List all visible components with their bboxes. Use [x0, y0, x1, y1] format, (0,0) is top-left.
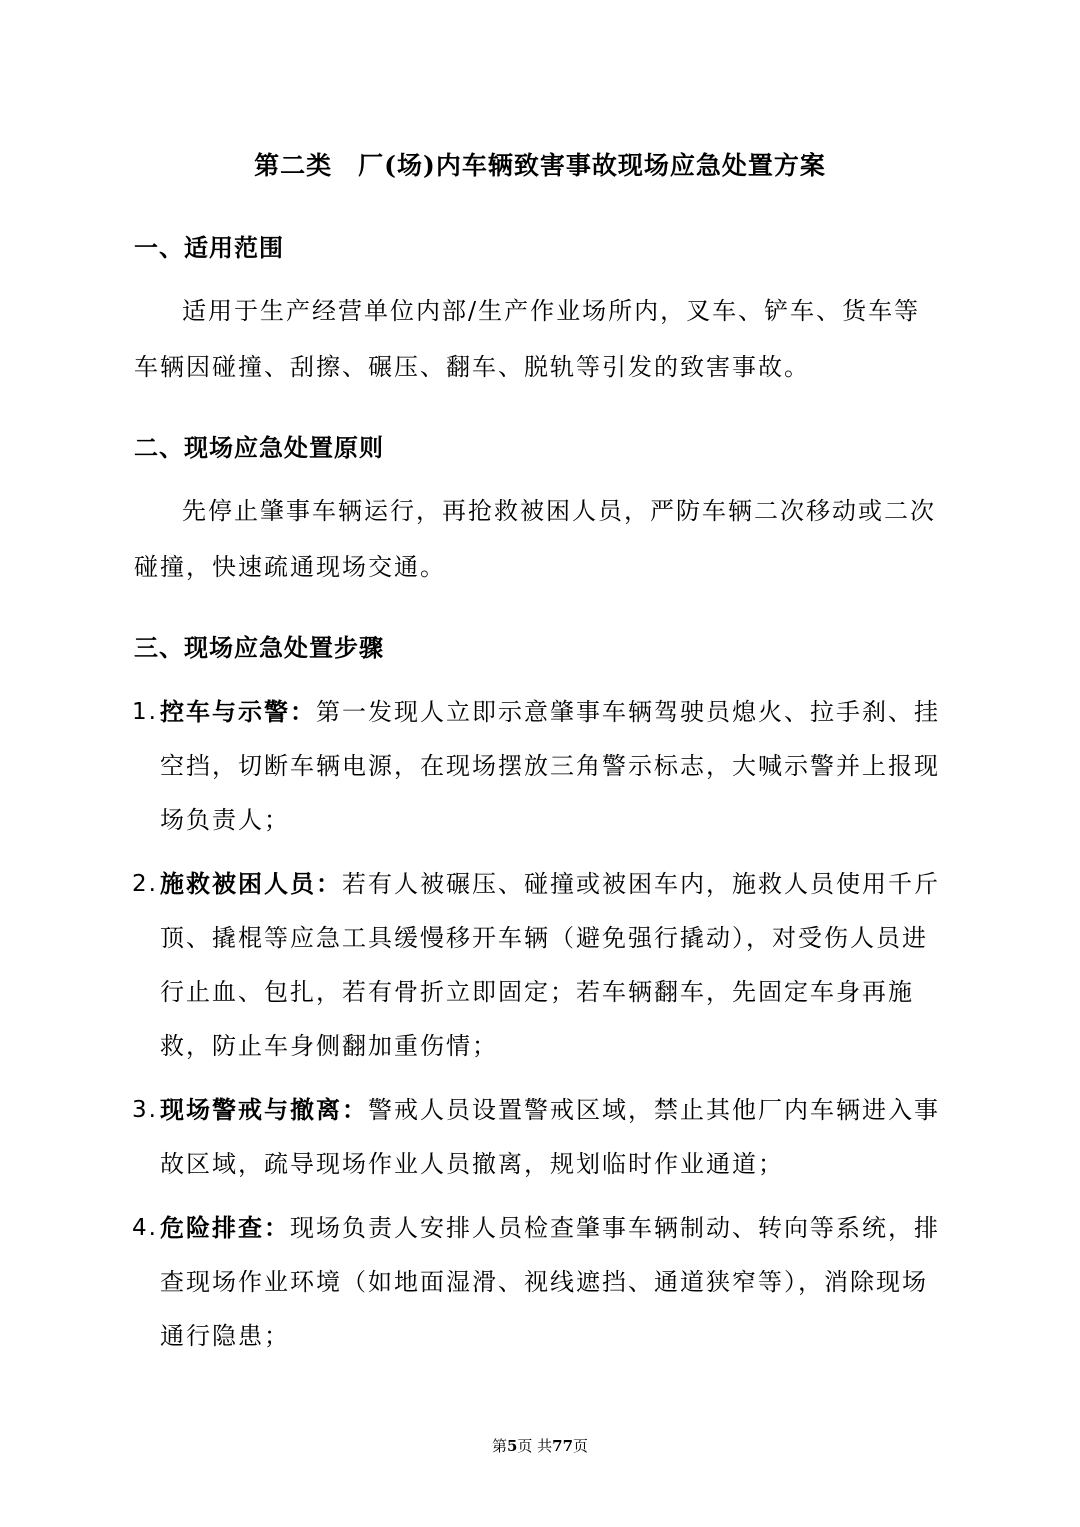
step-content: [160, 1201, 946, 1363]
step-term: 危险排查: [160, 1213, 264, 1242]
step-item: [132, 1201, 946, 1363]
step-text: 现场负责人安排人员检查肇事车辆制动、转向等系统，排查现场作业环境（如地面湿滑、视线遮挡、通道狭窄等），消除现场通行隐患；: [160, 1214, 940, 1350]
total-page-count: 77: [552, 1437, 574, 1455]
step-colon: ：: [264, 1213, 290, 1242]
step-item: [132, 857, 946, 1073]
step-item: [132, 685, 946, 847]
page-footer: [0, 1436, 1080, 1456]
section-heading-principles: 二、现场应急处置原则: [134, 433, 384, 462]
step-term: 施救被困人员: [160, 869, 316, 898]
step-content: [160, 1083, 946, 1191]
step-text: 第一发现人立即示意肇事车辆驾驶员熄火、拉手刹、挂空挡，切断车辆电源，在现场摆放三角警示标志，大喊示警并上报现场负责人；: [160, 698, 940, 834]
section-body-scope: 适用于生产经营单位内部/生产作业场所内，叉车、铲车、货车等车辆因碰撞、刮擦、碾压、翻车、脱轨等引发的致害事故。: [134, 297, 921, 381]
section-body-principles: 先停止肇事车辆运行，再抢救被困人员，严防车辆二次移动或二次碰撞，快速疏通现场交通。: [134, 497, 936, 581]
step-number: 2.: [132, 871, 158, 897]
current-page-number: 5: [506, 1437, 518, 1455]
step-item: [132, 1083, 946, 1191]
step-colon: ：: [342, 1095, 368, 1124]
section-heading-steps: 三、现场应急处置步骤: [134, 633, 384, 662]
step-term: 现场警戒与撤离: [160, 1095, 342, 1124]
step-text: 警戒人员设置警戒区域，禁止其他厂内车辆进入事故区域，疏导现场作业人员撤离，规划临时作业通道；: [160, 1096, 940, 1178]
document-title: 第二类 厂(场)内车辆致害事故现场应急处置方案: [254, 151, 826, 180]
step-number: 1.: [132, 699, 158, 725]
step-colon: ：: [290, 697, 316, 726]
step-number: 3.: [132, 1097, 158, 1123]
step-number: 4.: [132, 1215, 158, 1241]
footer-middle: 页 共: [517, 1437, 553, 1455]
footer-suffix: 页: [573, 1437, 589, 1455]
step-colon: ：: [316, 869, 342, 898]
footer-prefix: 第: [491, 1437, 507, 1455]
step-content: [160, 685, 946, 847]
step-content: [160, 857, 946, 1073]
step-text: 若有人被碾压、碰撞或被困车内，施救人员使用千斤顶、撬棍等应急工具缓慢移开车辆（避免强行撬动），对受伤人员进行止血、包扎，若有骨折立即固定；若车辆翻车，先固定车身再施救，防止车身侧翻加重伤情；: [160, 870, 940, 1060]
section-heading-scope: 一、适用范围: [134, 233, 284, 262]
step-term: 控车与示警: [160, 697, 290, 726]
